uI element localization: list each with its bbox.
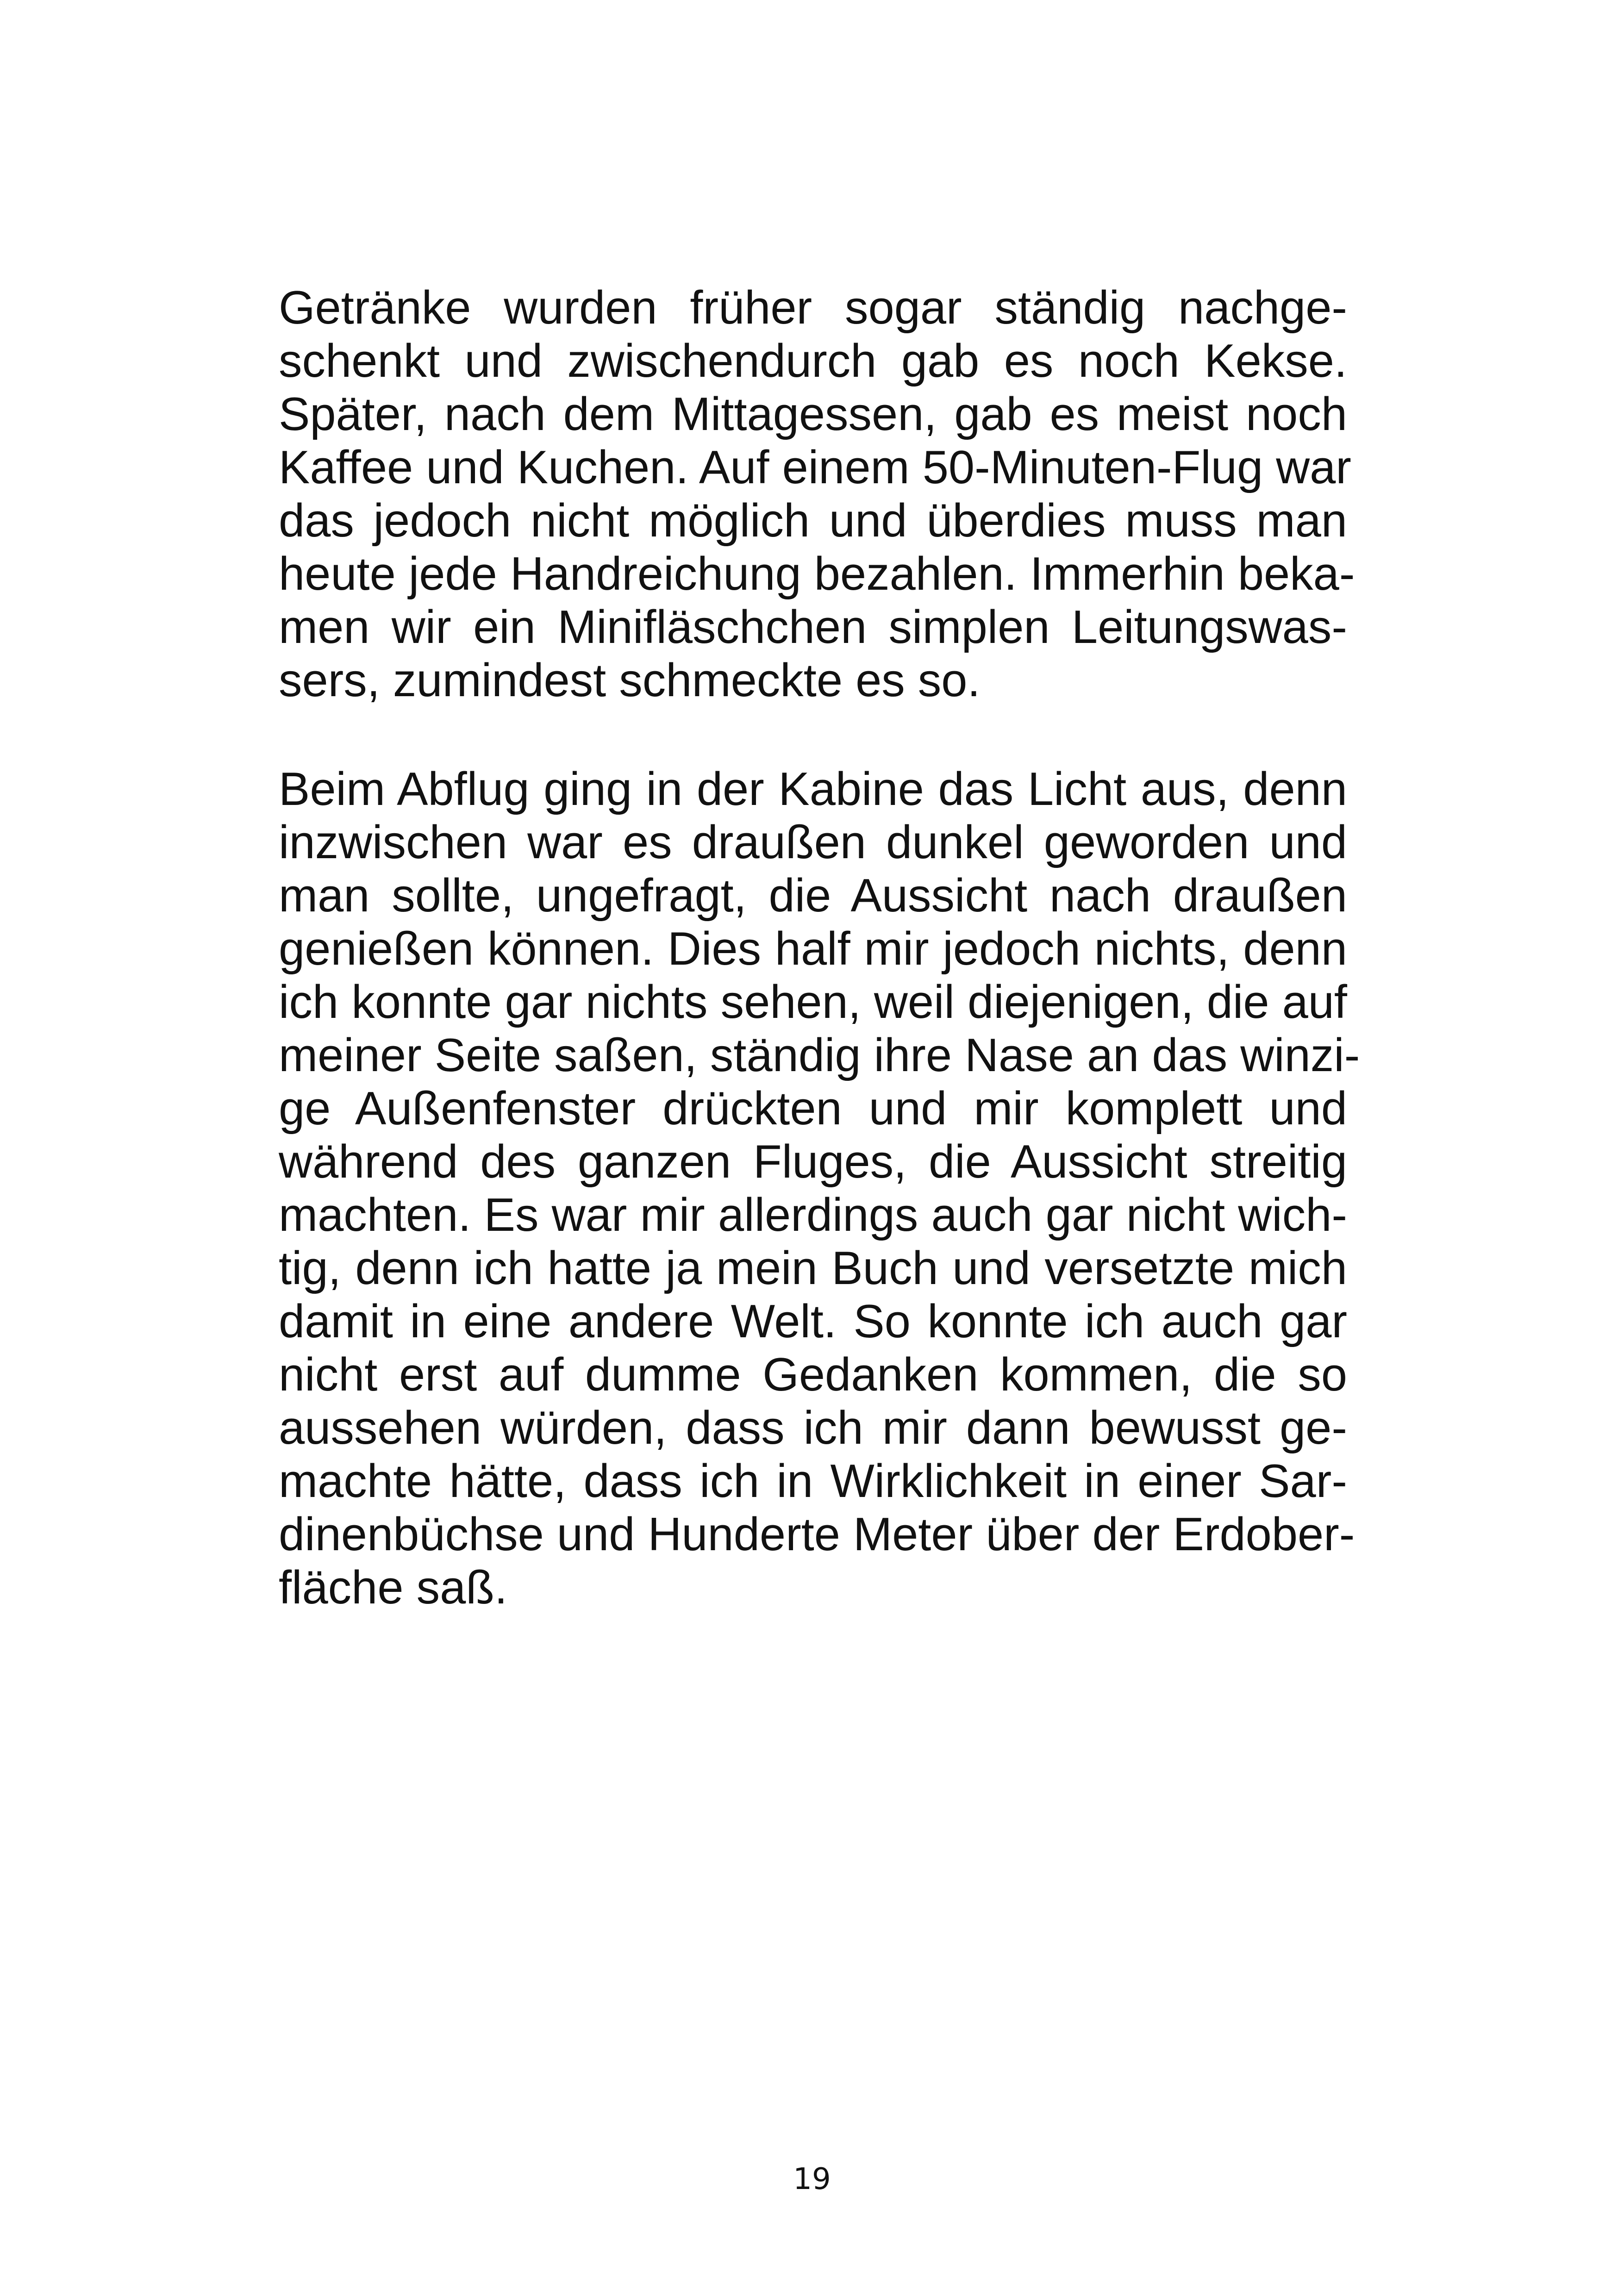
text-line: fläche saß.	[279, 1562, 508, 1614]
text-line: das jedoch nicht möglich und überdies muss man	[279, 495, 1347, 547]
text-line: Kaffee und Kuchen. Auf einem 50-Minuten-Flug war	[279, 442, 1351, 493]
text-line: Getränke wurden früher sogar ständig nachge-	[279, 282, 1347, 334]
text-line: men wir ein Minifläschchen simplen Leitungswas-	[279, 601, 1347, 653]
page-number: 19	[793, 2162, 831, 2196]
text-line: sers, zumindest schmeckte es so.	[279, 655, 981, 706]
text-line: machte hätte, dass ich in Wirklichkeit in einer Sar-	[279, 1455, 1347, 1507]
text-line: nicht erst auf dumme Gedanken kommen, die so	[279, 1349, 1347, 1401]
text-line: Später, nach dem Mittagessen, gab es meist noch	[279, 388, 1347, 440]
text-line: schenkt und zwischendurch gab es noch Kekse.	[279, 335, 1347, 387]
text-line: dinenbüchse und Hunderte Meter über der Erdober-	[279, 1509, 1355, 1560]
text-line: ich konnte gar nichts sehen, weil diejenigen, die auf	[279, 976, 1347, 1028]
paragraph-1	[279, 281, 1355, 707]
text-line: heute jede Handreichung bezahlen. Immerhin beka-	[279, 548, 1355, 600]
paragraph-2	[279, 763, 1360, 1615]
text-line: machten. Es war mir allerdings auch gar nicht wich-	[279, 1189, 1347, 1241]
text-line: während des ganzen Fluges, die Aussicht streitig	[279, 1136, 1347, 1188]
text-line: damit in eine andere Welt. So konnte ich auch gar	[279, 1296, 1347, 1347]
text-line: ge Außenfenster drückten und mir komplett und	[279, 1083, 1347, 1135]
text-line: man sollte, ungefragt, die Aussicht nach draußen	[279, 870, 1347, 922]
text-line: aussehen würden, dass ich mir dann bewusst ge-	[279, 1402, 1347, 1454]
text-line: genießen können. Dies half mir jedoch nichts, denn	[279, 923, 1347, 975]
text-line: Beim Abflug ging in der Kabine das Licht aus, denn	[279, 763, 1347, 815]
text-line: tig, denn ich hatte ja mein Buch und versetzte mich	[279, 1242, 1347, 1294]
text-line: inzwischen war es draußen dunkel geworden und	[279, 817, 1347, 868]
text-line: meiner Seite saßen, ständig ihre Nase an das winzi-	[279, 1029, 1360, 1081]
